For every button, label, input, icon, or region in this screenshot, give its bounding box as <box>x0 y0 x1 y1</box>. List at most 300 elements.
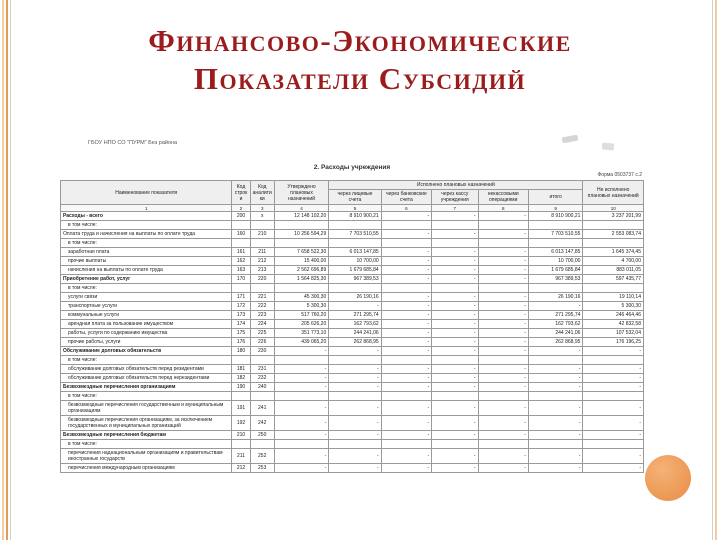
row-label: Расходы - всего <box>61 212 232 221</box>
table-row <box>61 347 644 356</box>
row-code-cell: 170 <box>232 275 250 284</box>
row-code-cell: 190 <box>232 383 250 392</box>
row-value-cell: 244 241,06 <box>528 329 582 338</box>
row-value-cell <box>432 221 478 230</box>
row-value-cell: - <box>478 320 528 329</box>
col-header-approved: Утверждено плановых назначений <box>274 181 328 205</box>
row-value-cell: - <box>528 431 582 440</box>
row-label: Обслуживание долговых обязательств <box>61 347 232 356</box>
col-header-noncash: некассовыми операциями <box>478 190 528 205</box>
row-label: Безвозмездные перечисления организациям <box>61 383 232 392</box>
row-value-cell: - <box>583 464 644 473</box>
row-code-cell: 250 <box>250 431 274 440</box>
table-row <box>61 221 644 230</box>
row-value-cell: - <box>329 449 381 464</box>
table-row <box>61 383 644 392</box>
row-label: арендная плата за пользование имуществом <box>61 320 232 329</box>
row-code-cell: 223 <box>250 311 274 320</box>
row-code-cell <box>250 284 274 293</box>
table-row <box>61 239 644 248</box>
row-value-cell: - <box>478 383 528 392</box>
row-value-cell: 597 435,77 <box>583 275 644 284</box>
embedded-report-screenshot <box>60 132 644 504</box>
row-code-cell: 173 <box>232 311 250 320</box>
row-code-cell: 160 <box>232 230 250 239</box>
row-value-cell <box>381 356 431 365</box>
row-label: прочие выплаты <box>61 257 232 266</box>
row-value-cell <box>432 440 478 449</box>
row-code-cell: 232 <box>250 374 274 383</box>
row-value-cell: - <box>432 329 478 338</box>
row-value-cell: 6 013 147,85 <box>528 248 582 257</box>
row-code-cell: 226 <box>250 338 274 347</box>
row-code-cell <box>250 221 274 230</box>
row-value-cell: - <box>478 302 528 311</box>
row-value-cell: 4 700,00 <box>583 257 644 266</box>
row-value-cell <box>274 239 328 248</box>
row-value-cell: 176 196,25 <box>583 338 644 347</box>
table-row <box>61 431 644 440</box>
row-value-cell: - <box>381 275 431 284</box>
row-label: в том числе: <box>61 392 232 401</box>
column-numbers-row <box>61 205 644 212</box>
table-row <box>61 257 644 266</box>
row-value-cell: - <box>478 347 528 356</box>
row-value-cell: - <box>381 302 431 311</box>
col-number: 4 <box>274 205 328 212</box>
row-value-cell <box>583 356 644 365</box>
row-value-cell <box>381 392 431 401</box>
row-value-cell: - <box>528 302 582 311</box>
row-code-cell: 212 <box>250 257 274 266</box>
row-value-cell <box>478 221 528 230</box>
row-value-cell <box>432 392 478 401</box>
row-value-cell: - <box>432 383 478 392</box>
row-value-cell: 439 065,20 <box>274 338 328 347</box>
row-value-cell: - <box>432 293 478 302</box>
row-value-cell: 10 700,00 <box>329 257 381 266</box>
row-value-cell: - <box>432 416 478 431</box>
row-value-cell: 517 760,20 <box>274 311 328 320</box>
row-value-cell: - <box>274 365 328 374</box>
row-value-cell <box>478 356 528 365</box>
row-code-cell: 213 <box>250 266 274 275</box>
row-value-cell <box>381 440 431 449</box>
row-value-cell: - <box>432 464 478 473</box>
row-value-cell: - <box>274 383 328 392</box>
row-value-cell: 15 400,00 <box>274 257 328 266</box>
row-value-cell: - <box>432 338 478 347</box>
row-value-cell: - <box>329 401 381 416</box>
row-value-cell: - <box>528 347 582 356</box>
row-code-cell: 172 <box>232 302 250 311</box>
row-value-cell: - <box>381 374 431 383</box>
row-value-cell: - <box>432 311 478 320</box>
row-value-cell: - <box>432 449 478 464</box>
row-value-cell <box>583 239 644 248</box>
table-row <box>61 440 644 449</box>
col-number: 6 <box>381 205 431 212</box>
row-value-cell: - <box>381 311 431 320</box>
row-code-cell <box>232 284 250 293</box>
row-value-cell: - <box>274 401 328 416</box>
row-label: работы, услуги по содержанию имущества <box>61 329 232 338</box>
row-value-cell: - <box>329 347 381 356</box>
table-row <box>61 356 644 365</box>
row-code-cell <box>232 239 250 248</box>
row-value-cell <box>432 284 478 293</box>
row-value-cell: - <box>381 383 431 392</box>
row-value-cell: - <box>478 293 528 302</box>
row-code-cell <box>250 440 274 449</box>
row-value-cell <box>329 221 381 230</box>
slide-title-line-1: Финансово-Экономические <box>148 23 572 58</box>
row-value-cell: - <box>478 416 528 431</box>
row-code-cell <box>250 356 274 365</box>
row-value-cell <box>381 284 431 293</box>
row-label: обслуживание долговых обязательств перед нерезидентами <box>61 374 232 383</box>
row-value-cell: - <box>583 383 644 392</box>
row-label: в том числе: <box>61 356 232 365</box>
col-header-via-cash: через кассу учреждения <box>432 190 478 205</box>
row-value-cell: - <box>381 293 431 302</box>
row-value-cell <box>478 239 528 248</box>
row-value-cell: - <box>528 464 582 473</box>
expense-table-body <box>61 212 644 473</box>
row-value-cell: 8 910 900,21 <box>329 212 381 221</box>
row-code-cell: 191 <box>232 401 250 416</box>
col-number: 3 <box>250 205 274 212</box>
row-value-cell: 351 773,10 <box>274 329 328 338</box>
row-value-cell: - <box>329 431 381 440</box>
table-row <box>61 230 644 239</box>
expense-table <box>60 180 644 473</box>
table-row <box>61 464 644 473</box>
scan-artifact <box>602 142 615 150</box>
row-value-cell: 7 658 522,30 <box>274 248 328 257</box>
row-value-cell: - <box>478 401 528 416</box>
row-value-cell: - <box>432 431 478 440</box>
row-value-cell: - <box>478 257 528 266</box>
table-row <box>61 212 644 221</box>
row-value-cell <box>329 356 381 365</box>
row-code-cell: 224 <box>250 320 274 329</box>
row-value-cell: - <box>329 416 381 431</box>
table-row <box>61 449 644 464</box>
row-value-cell: 262 868,95 <box>329 338 381 347</box>
row-value-cell <box>274 221 328 230</box>
table-row <box>61 338 644 347</box>
organization-line: ГБОУ НПО СО "ПУРМ" Без района <box>88 140 178 146</box>
row-code-cell: 200 <box>232 212 250 221</box>
row-value-cell: 42 832,58 <box>583 320 644 329</box>
row-value-cell: - <box>432 248 478 257</box>
row-value-cell: - <box>432 230 478 239</box>
row-code-cell: 176 <box>232 338 250 347</box>
table-row <box>61 320 644 329</box>
report-section-title: 2. Расходы учреждения <box>313 164 391 171</box>
row-label: в том числе: <box>61 440 232 449</box>
col-header-executed-group: Исполнено плановых назначений <box>329 181 583 190</box>
row-value-cell: - <box>478 329 528 338</box>
slide-title <box>24 22 696 98</box>
row-value-cell: - <box>583 365 644 374</box>
row-value-cell: - <box>478 311 528 320</box>
row-value-cell: - <box>583 374 644 383</box>
row-value-cell: - <box>478 338 528 347</box>
table-row <box>61 329 644 338</box>
col-number: 8 <box>478 205 528 212</box>
row-value-cell <box>583 440 644 449</box>
row-value-cell: 271 295,74 <box>528 311 582 320</box>
row-value-cell <box>583 392 644 401</box>
table-row <box>61 275 644 284</box>
row-code-cell: 211 <box>250 248 274 257</box>
row-value-cell: - <box>432 401 478 416</box>
row-label: Приобретение работ, услуг <box>61 275 232 284</box>
row-value-cell: - <box>583 401 644 416</box>
table-row <box>61 302 644 311</box>
row-value-cell <box>478 440 528 449</box>
col-header-analytics-code: Код аналитики <box>250 181 274 205</box>
row-value-cell: - <box>432 212 478 221</box>
row-value-cell: 2 553 083,74 <box>583 230 644 239</box>
row-code-cell: 211 <box>232 449 250 464</box>
row-code-cell: 230 <box>250 347 274 356</box>
col-number: 9 <box>528 205 582 212</box>
table-row <box>61 365 644 374</box>
row-value-cell <box>528 356 582 365</box>
row-code-cell: 182 <box>232 374 250 383</box>
row-value-cell: 1 645 374,45 <box>583 248 644 257</box>
row-value-cell: - <box>583 416 644 431</box>
table-row <box>61 293 644 302</box>
row-value-cell: 2 562 696,89 <box>274 266 328 275</box>
slide-title-line-2: Показатели Субсидий <box>193 60 527 96</box>
row-value-cell: - <box>274 416 328 431</box>
row-value-cell: - <box>432 374 478 383</box>
row-label: в том числе: <box>61 221 232 230</box>
row-value-cell: - <box>274 347 328 356</box>
row-code-cell: 192 <box>232 416 250 431</box>
row-value-cell: - <box>381 365 431 374</box>
row-value-cell: - <box>381 347 431 356</box>
row-value-cell <box>478 392 528 401</box>
row-value-cell: - <box>432 266 478 275</box>
row-value-cell: - <box>478 431 528 440</box>
row-code-cell: 242 <box>250 416 274 431</box>
row-code-cell: 221 <box>250 293 274 302</box>
table-row <box>61 284 644 293</box>
row-code-cell: 210 <box>250 230 274 239</box>
row-value-cell: 1 564 825,30 <box>274 275 328 284</box>
row-code-cell: 225 <box>250 329 274 338</box>
row-value-cell: - <box>478 248 528 257</box>
row-value-cell <box>478 284 528 293</box>
col-number: 5 <box>329 205 381 212</box>
row-label: услуги связи <box>61 293 232 302</box>
row-value-cell: - <box>329 383 381 392</box>
row-code-cell: 171 <box>232 293 250 302</box>
row-value-cell: 5 300,30 <box>583 302 644 311</box>
row-label: заработная плата <box>61 248 232 257</box>
row-value-cell <box>274 356 328 365</box>
row-value-cell: 162 793,62 <box>528 320 582 329</box>
row-code-cell: 210 <box>232 431 250 440</box>
row-value-cell: 7 703 510,55 <box>528 230 582 239</box>
row-code-cell: 240 <box>250 383 274 392</box>
row-value-cell: - <box>528 383 582 392</box>
row-code-cell: 222 <box>250 302 274 311</box>
row-value-cell: - <box>329 302 381 311</box>
col-header-total: итого <box>528 190 582 205</box>
row-value-cell: - <box>381 212 431 221</box>
row-code-cell: 161 <box>232 248 250 257</box>
row-value-cell: 5 300,30 <box>274 302 328 311</box>
row-value-cell <box>381 239 431 248</box>
row-value-cell <box>528 284 582 293</box>
row-code-cell <box>250 392 274 401</box>
row-value-cell: - <box>274 374 328 383</box>
row-value-cell: 271 295,74 <box>329 311 381 320</box>
table-row <box>61 392 644 401</box>
row-value-cell: - <box>329 365 381 374</box>
row-value-cell: 26 190,16 <box>329 293 381 302</box>
scan-artifact <box>562 135 579 144</box>
expense-table-wrap <box>60 180 644 473</box>
col-number: 1 <box>61 205 232 212</box>
row-code-cell <box>232 221 250 230</box>
row-value-cell <box>432 356 478 365</box>
row-value-cell: 967 389,53 <box>329 275 381 284</box>
row-value-cell: - <box>528 374 582 383</box>
decorative-circle <box>645 455 691 501</box>
row-value-cell: - <box>478 230 528 239</box>
row-value-cell: 10 256 594,29 <box>274 230 328 239</box>
row-value-cell: - <box>528 365 582 374</box>
row-value-cell: 244 241,06 <box>329 329 381 338</box>
right-border-stripes <box>710 0 720 540</box>
row-value-cell: - <box>381 431 431 440</box>
row-value-cell: 1 679 685,84 <box>329 266 381 275</box>
row-code-cell: 231 <box>250 365 274 374</box>
row-label: обслуживание долговых обязательств перед резидентами <box>61 365 232 374</box>
row-label: перечисления международным организациям <box>61 464 232 473</box>
row-value-cell <box>329 440 381 449</box>
row-label: начисления на выплаты по оплате труда <box>61 266 232 275</box>
row-code-cell <box>250 239 274 248</box>
row-value-cell: 10 700,00 <box>528 257 582 266</box>
col-header-name: Наименование показателя <box>61 181 232 205</box>
row-value-cell: - <box>432 257 478 266</box>
row-label: безвозмездные перечисления государственным и муниципальным организациям <box>61 401 232 416</box>
row-code-cell: 175 <box>232 329 250 338</box>
row-value-cell: - <box>478 212 528 221</box>
row-value-cell <box>274 392 328 401</box>
row-code-cell <box>232 440 250 449</box>
row-value-cell: - <box>381 449 431 464</box>
row-value-cell <box>381 221 431 230</box>
row-value-cell: 6 013 147,85 <box>329 248 381 257</box>
form-reference: Форма 0503737 с.2 <box>597 172 642 178</box>
row-value-cell: - <box>432 275 478 284</box>
row-value-cell <box>583 284 644 293</box>
row-label: Безвозмездные перечисления бюджетам <box>61 431 232 440</box>
row-code-cell: 252 <box>250 449 274 464</box>
row-value-cell: - <box>381 266 431 275</box>
row-label: безвозмездные перечисления организациям, за исключением государственных и муниципальных организаций <box>61 416 232 431</box>
row-value-cell: - <box>274 464 328 473</box>
row-value-cell: 205 626,20 <box>274 320 328 329</box>
row-label: в том числе: <box>61 239 232 248</box>
row-value-cell: - <box>381 464 431 473</box>
col-header-line-code: Код строки <box>232 181 250 205</box>
row-value-cell: - <box>381 248 431 257</box>
table-row <box>61 374 644 383</box>
row-value-cell: - <box>381 329 431 338</box>
row-label: транспортные услуги <box>61 302 232 311</box>
table-row <box>61 248 644 257</box>
row-value-cell: - <box>478 266 528 275</box>
row-value-cell: 7 703 510,55 <box>329 230 381 239</box>
row-value-cell: 883 011,05 <box>583 266 644 275</box>
row-label: перечисления наднациональным организациям и правительствам иностранных государств <box>61 449 232 464</box>
row-value-cell: - <box>432 365 478 374</box>
row-value-cell <box>528 440 582 449</box>
row-value-cell <box>329 392 381 401</box>
row-value-cell: - <box>478 374 528 383</box>
row-value-cell: - <box>478 275 528 284</box>
col-header-unexecuted: Не исполнено плановых назначений <box>583 181 644 205</box>
row-code-cell: 212 <box>232 464 250 473</box>
row-value-cell: - <box>528 449 582 464</box>
col-header-via-bank: через банковские счета <box>381 190 431 205</box>
row-code-cell: 253 <box>250 464 274 473</box>
row-value-cell <box>274 440 328 449</box>
row-code-cell: 220 <box>250 275 274 284</box>
row-value-cell: - <box>274 449 328 464</box>
row-value-cell: - <box>329 374 381 383</box>
row-value-cell: - <box>478 365 528 374</box>
table-row <box>61 416 644 431</box>
row-value-cell: - <box>528 401 582 416</box>
row-value-cell: - <box>381 320 431 329</box>
col-header-via-personal: через лицевые счета <box>329 190 381 205</box>
row-value-cell: - <box>381 257 431 266</box>
table-row <box>61 266 644 275</box>
row-value-cell: - <box>528 416 582 431</box>
table-row <box>61 401 644 416</box>
row-value-cell: - <box>432 320 478 329</box>
row-value-cell: - <box>583 449 644 464</box>
row-value-cell: - <box>432 302 478 311</box>
row-code-cell: x <box>250 212 274 221</box>
row-value-cell: - <box>381 338 431 347</box>
col-number: 7 <box>432 205 478 212</box>
row-value-cell: - <box>583 431 644 440</box>
row-label: Оплата труда и начисления на выплаты по оплате труда <box>61 230 232 239</box>
row-value-cell <box>583 221 644 230</box>
row-code-cell: 163 <box>232 266 250 275</box>
row-label: в том числе: <box>61 284 232 293</box>
row-value-cell: - <box>432 347 478 356</box>
row-code-cell: 174 <box>232 320 250 329</box>
row-value-cell: 967 389,53 <box>528 275 582 284</box>
left-border-stripes <box>0 0 13 540</box>
row-value-cell <box>329 284 381 293</box>
row-code-cell: 180 <box>232 347 250 356</box>
row-code-cell: 241 <box>250 401 274 416</box>
